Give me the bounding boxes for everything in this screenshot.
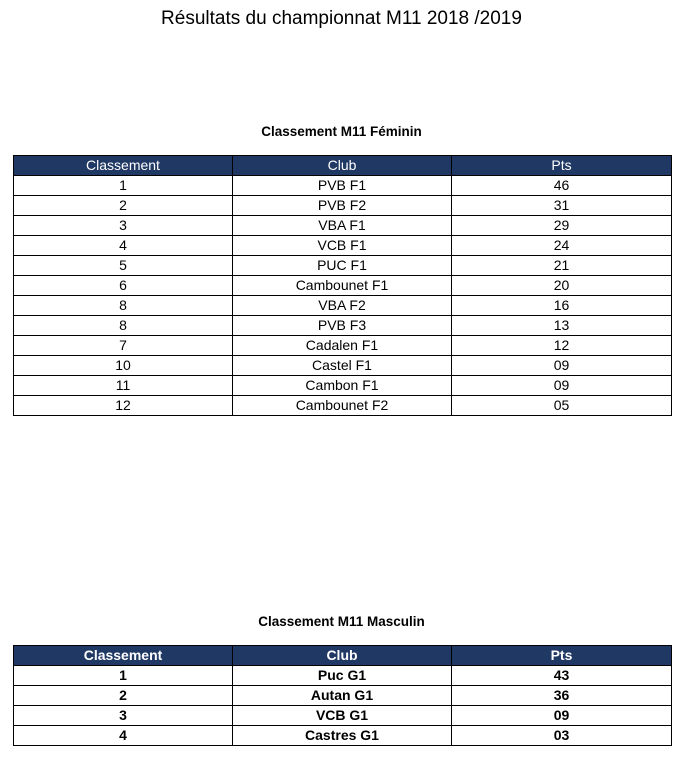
cell-pts: 43 <box>452 666 672 686</box>
cell-classement: 7 <box>14 336 233 356</box>
table-row <box>14 356 672 376</box>
cell-classement: 2 <box>14 686 233 706</box>
cell-club: VCB F1 <box>233 236 452 256</box>
table-row <box>14 396 672 416</box>
cell-club: PUC F1 <box>233 256 452 276</box>
table-row <box>14 236 672 256</box>
cell-pts: 46 <box>452 176 672 196</box>
table-row <box>14 336 672 356</box>
feminin-standings-table <box>13 155 672 416</box>
cell-classement: 4 <box>14 726 233 746</box>
masculin-standings-table <box>13 645 672 746</box>
cell-club: VBA F1 <box>233 216 452 236</box>
header-club: Club <box>233 646 452 666</box>
cell-club: Puc G1 <box>233 666 452 686</box>
cell-pts: 09 <box>452 706 672 726</box>
table-row <box>14 376 672 396</box>
cell-club: Castel F1 <box>233 356 452 376</box>
cell-club: Cambon F1 <box>233 376 452 396</box>
cell-pts: 09 <box>452 356 672 376</box>
cell-classement: 3 <box>14 706 233 726</box>
cell-pts: 05 <box>452 396 672 416</box>
cell-pts: 12 <box>452 336 672 356</box>
header-classement: Classement <box>14 646 233 666</box>
cell-classement: 3 <box>14 216 233 236</box>
cell-pts: 24 <box>452 236 672 256</box>
header-club: Club <box>233 156 452 176</box>
cell-pts: 20 <box>452 276 672 296</box>
feminin-section-title: Classement M11 Féminin <box>261 124 422 139</box>
cell-classement: 4 <box>14 236 233 256</box>
cell-classement: 2 <box>14 196 233 216</box>
cell-club: Autan G1 <box>233 686 452 706</box>
table-row <box>14 196 672 216</box>
cell-pts: 03 <box>452 726 672 746</box>
table-header-row <box>14 646 672 666</box>
cell-club: Cadalen F1 <box>233 336 452 356</box>
cell-classement: 1 <box>14 176 233 196</box>
cell-pts: 09 <box>452 376 672 396</box>
cell-club: PVB F1 <box>233 176 452 196</box>
cell-club: PVB F2 <box>233 196 452 216</box>
cell-club: Cambounet F1 <box>233 276 452 296</box>
table-row <box>14 316 672 336</box>
table-row <box>14 176 672 196</box>
cell-club: Castres G1 <box>233 726 452 746</box>
table-row <box>14 706 672 726</box>
cell-classement: 5 <box>14 256 233 276</box>
cell-classement: 8 <box>14 296 233 316</box>
header-classement: Classement <box>14 156 233 176</box>
page-title: Résultats du championnat M11 2018 /2019 <box>161 8 522 29</box>
cell-pts: 29 <box>452 216 672 236</box>
cell-classement: 10 <box>14 356 233 376</box>
cell-pts: 21 <box>452 256 672 276</box>
cell-club: VCB G1 <box>233 706 452 726</box>
cell-club: VBA F2 <box>233 296 452 316</box>
table-row <box>14 726 672 746</box>
cell-pts: 31 <box>452 196 672 216</box>
table-row <box>14 296 672 316</box>
header-pts: Pts <box>452 156 672 176</box>
table-header-row <box>14 156 672 176</box>
cell-classement: 6 <box>14 276 233 296</box>
table-row <box>14 216 672 236</box>
cell-pts: 36 <box>452 686 672 706</box>
cell-classement: 8 <box>14 316 233 336</box>
cell-classement: 1 <box>14 666 233 686</box>
cell-pts: 16 <box>452 296 672 316</box>
table-row <box>14 276 672 296</box>
cell-club: Cambounet F2 <box>233 396 452 416</box>
cell-classement: 11 <box>14 376 233 396</box>
masculin-section-title: Classement M11 Masculin <box>258 614 425 629</box>
table-row <box>14 686 672 706</box>
table-row <box>14 666 672 686</box>
table-row <box>14 256 672 276</box>
header-pts: Pts <box>452 646 672 666</box>
cell-classement: 12 <box>14 396 233 416</box>
cell-club: PVB F3 <box>233 316 452 336</box>
cell-pts: 13 <box>452 316 672 336</box>
